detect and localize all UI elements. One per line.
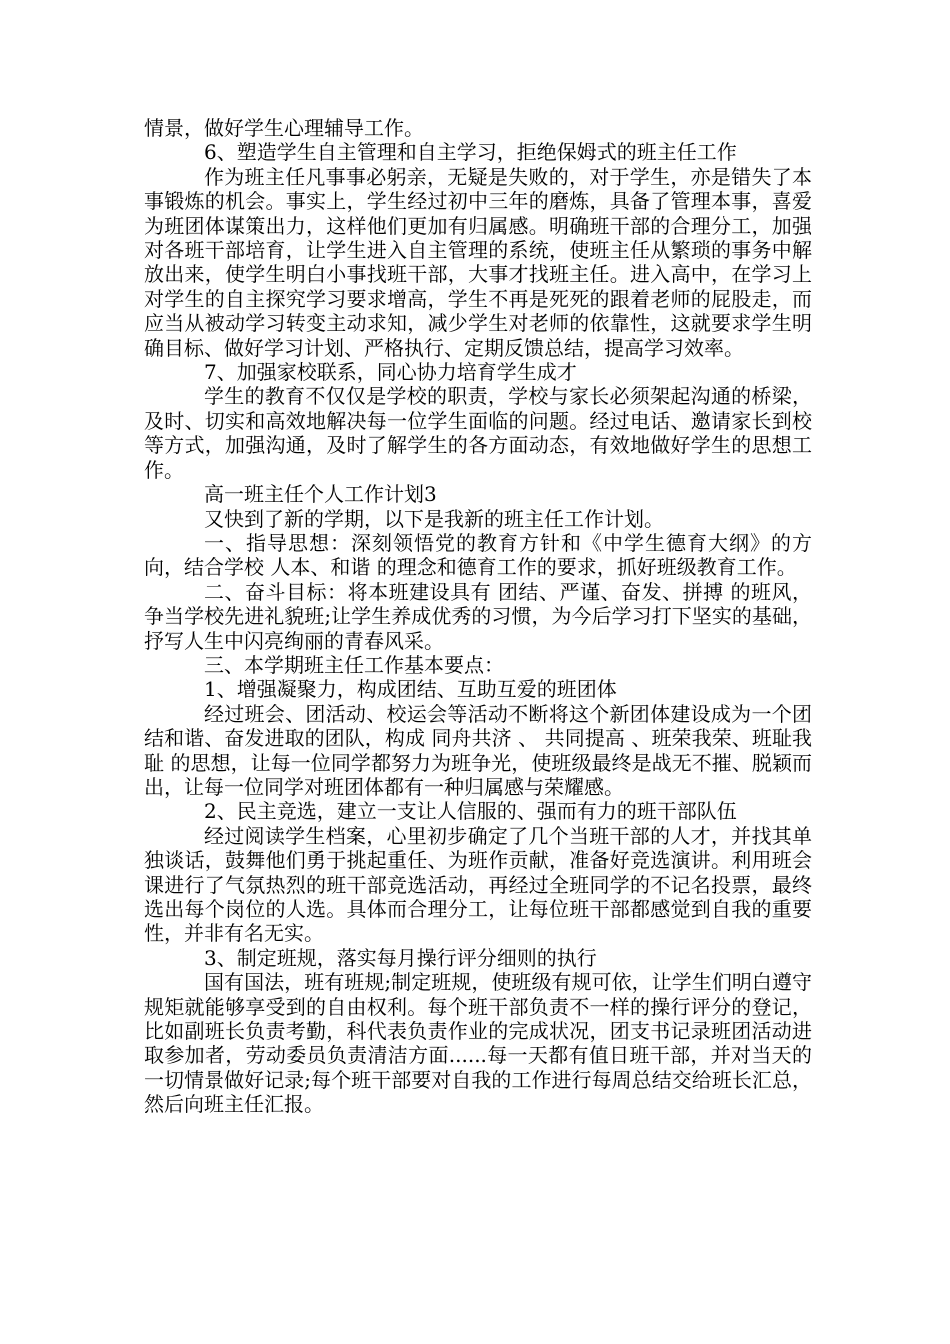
point-3-body: 国有国法，班有班规;制定班规，使班级有规可依，让学生们明白遵守规矩就能够享受到的自由权利。每个班干部负责不一样的操行评分的登记，比如副班长负责考勤，科代表负责作业的完成状况，团支书记录班团活动进取参加者，劳动委员负责清洁方面......每一天都有值日班干部，并对当天的一切情景做好记录;每个班干部要对自我的工作进行每周总结交给班长汇总，然后向班主任汇报。 [144, 970, 812, 1117]
paragraph-7: 又快到了新的学期，以下是我新的班主任工作计划。 [204, 506, 664, 531]
paragraph-1: 情景，做好学生心理辅导工作。 [144, 116, 424, 140]
heading-item-7: 7、加强家校联系，同心协力培育学生成才 [204, 360, 577, 385]
key-points-heading: 三、本学期班主任工作基本要点： [204, 652, 504, 677]
point-1-heading: 1、增强凝聚力，构成团结、互助互爱的班团体 [204, 677, 617, 702]
goal: 二、奋斗目标：将本班建设具有 团结、严谨、奋发、拼搏 的班风，争当学校先进礼貌班;让学生养成优秀的习惯，为今后学习打下坚实的基础，抒写人生中闪亮绚丽的青春风采。 [144, 579, 812, 653]
paragraph-3: 作为班主任凡事事必躬亲，无疑是失败的，对于学生，亦是错失了本事锻炼的机会。事实上，学生经过初中三年的磨炼，具备了管理本事，喜爱为班团体谋策出力，这样他们更加有归属感。明确班干部的合理分工，加强对各班干部培育，让学生进入自主管理的系统，使班主任从繁琐的事务中解放出来，使学生明白小事找班干部，大事才找班主任。进入高中，在学习上对学生的自主探究学习要求增高，学生不再是死死的跟着老师的屁股走，而应当从被动学习转变主动求知，减少学生对老师的依靠性，这就要求学生明确目标、做好学习计划、严格执行、定期反馈总结，提高学习效率。 [144, 164, 812, 360]
heading-item-6: 6、塑造学生自主管理和自主学习，拒绝保姆式的班主任工作 [204, 140, 737, 165]
point-2-body: 经过阅读学生档案，心里初步确定了几个当班干部的人才，并找其单独谈话，鼓舞他们勇于挑起重任、为班作贡献，准备好竞选演讲。利用班会课进行了气氛热烈的班干部竞选活动，再经过全班同学的不记名投票，最终选出每个岗位的人选。具体而合理分工，让每位班干部都感觉到自我的重要性，并非有名无实。 [144, 823, 812, 946]
paragraph-5: 学生的教育不仅仅是学校的职责，学校与家长必须架起沟通的桥梁，及时、切实和高效地解决每一位学生面临的问题。经过电话、邀请家长到校等方式，加强沟通，及时了解学生的各方面动态，有效地做好学生的思想工作。 [144, 384, 812, 482]
guiding-thought: 一、指导思想：深刻领悟党的教育方针和《中学生德育大纲》的方向，结合学校 人本、和谐 的理念和德育工作的要求，抓好班级教育工作。 [144, 530, 812, 580]
point-1-body: 经过班会、团活动、校运会等活动不断将这个新团体建设成为一个团结和谐、奋发进取的团队，构成 同舟共济 、 共同提高 、班荣我荣、班耻我耻 的思想，让每一位同学都努力为班争光，使班级最终是战无不摧、脱颖而出，让每一位同学对班团体都有一种归属感与荣耀感。 [144, 701, 812, 799]
point-3-heading: 3、制定班规，落实每月操行评分细则的执行 [204, 945, 597, 970]
point-2-heading: 2、民主竞选，建立一支让人信服的、强而有力的班干部队伍 [204, 799, 737, 824]
document-page [144, 116, 812, 1117]
section-title: 高一班主任个人工作计划3 [204, 482, 437, 507]
